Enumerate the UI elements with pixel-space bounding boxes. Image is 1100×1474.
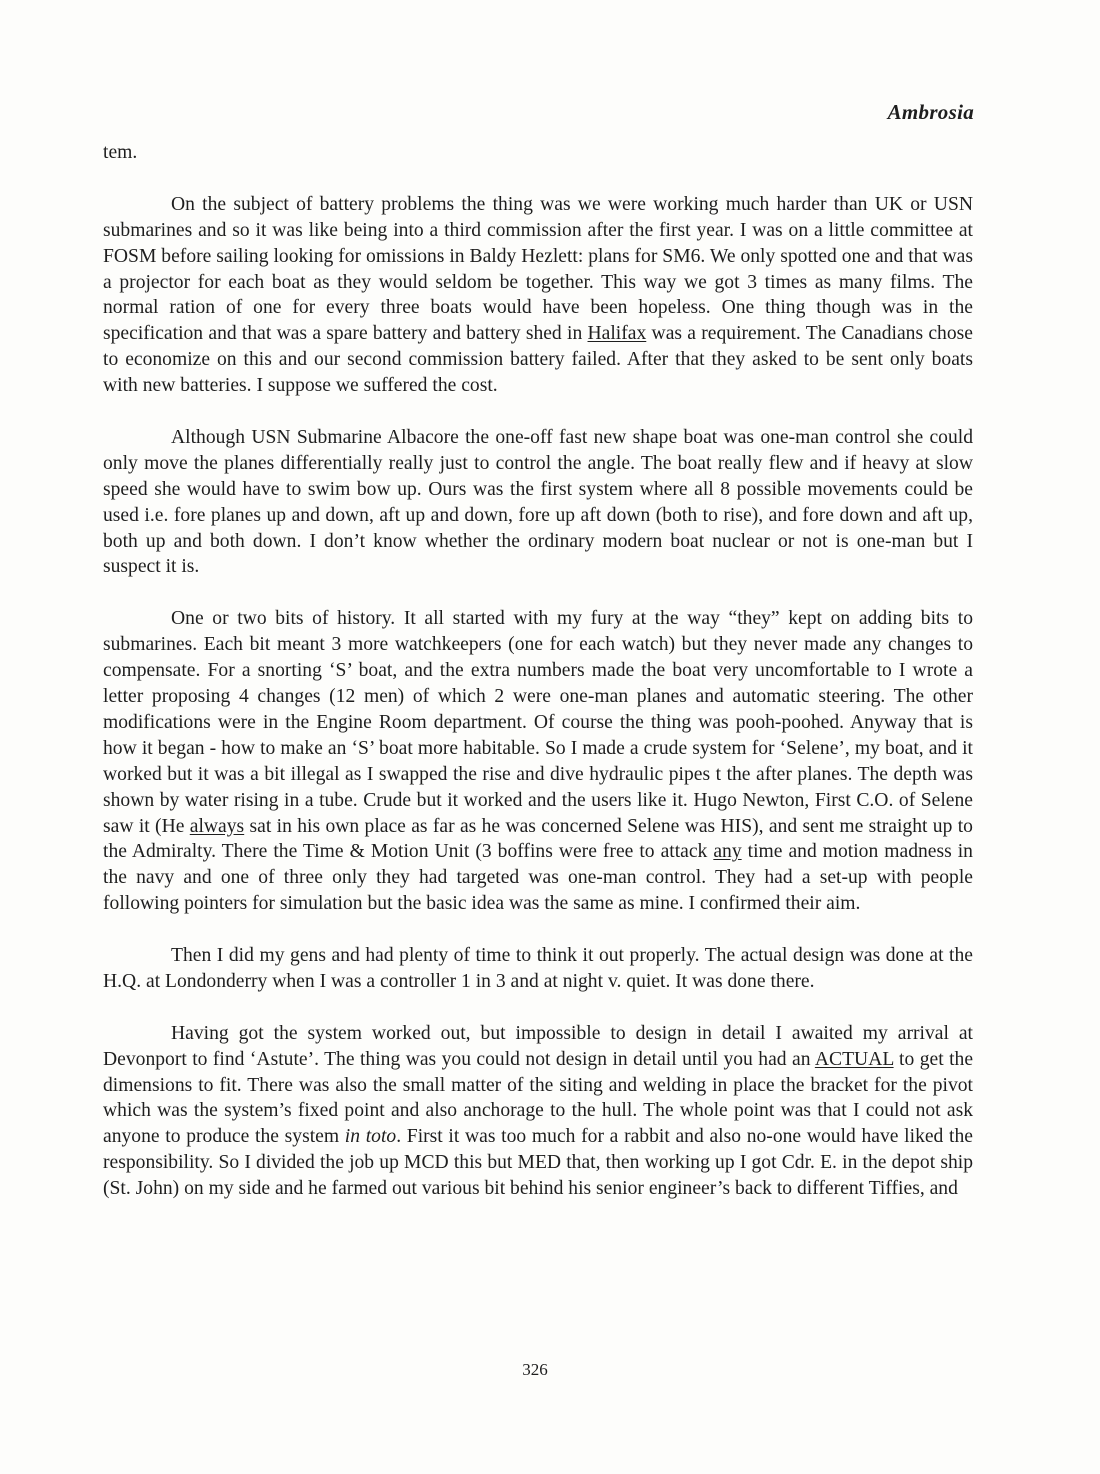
underlined-text: any bbox=[713, 841, 742, 863]
paragraph-albacore bbox=[103, 425, 973, 580]
text-run: Then I did my gens and had plenty of time to think it out properly. The actual design was done at the H.Q. at Londonderry when I was a controller 1 in 3 and at night v. quiet. It was done there. bbox=[103, 945, 973, 992]
body-text bbox=[103, 140, 973, 1202]
text-run: time and motion madness in the navy and one of three only they had targeted was one-man control. They had a set-up with people following pointers for simulation but the basic idea was the same as mine. I confirmed their aim. bbox=[103, 841, 973, 915]
page-number: 326 bbox=[522, 1360, 548, 1379]
text-run: to get the dimensions to fit. There was also the small matter of the siting and welding in place the bracket for the pivot which was the system’s fixed point and also anchorage to the hull. The whole point was that I could not ask anyone to produce the system bbox=[103, 1048, 974, 1148]
text-run: tem. bbox=[103, 142, 138, 163]
paragraph-astute bbox=[103, 1021, 973, 1202]
underlined-text: Halifax bbox=[587, 323, 647, 345]
text-run: was a requirement. The Canadians chose to economize on this and our second commission battery failed. After that they asked to be sent only boats with new batteries. I suppose we suffered the cost. bbox=[103, 323, 973, 397]
underlined-text: ACTUAL bbox=[814, 1048, 894, 1070]
paragraph-battery-problems bbox=[103, 192, 973, 399]
paragraph-gens bbox=[103, 943, 973, 995]
paragraph-history bbox=[103, 606, 973, 917]
text-run: . First it was too much for a rabbit and also no-one would have liked the responsibility. So I divided the job up MCD this but MED that, then working up I got Cdr. E. in the depot ship (St. John) on my side and he farmed out various bit behind his senior engineer’s back to different Tiffies, and bbox=[103, 1126, 973, 1200]
paragraph-continuation bbox=[103, 140, 973, 166]
text-run: One or two bits of history. It all started with my fury at the way “they” kept on adding bits to submarines. Each bit meant 3 more watchkeepers (one for each watch) but they never made any changes to compensate. For a snorting ‘S’ boat, and the extra numbers made the boat very uncomfortable to I wrote a letter proposing 4 changes (12 men) of which 2 were one-man planes and automatic steering. The other modifications were in the Engine Room department. Of course the thing was pooh-poohed. Anyway that is how it began - how to make an ‘S’ boat more habitable. So I made a crude system for ‘Selene’, my boat, and it worked but it was a bit illegal as I swapped the rise and dive hydraulic pipes t the after planes. The depth was shown by water rising in a tube. Crude but it worked and the users like it. Hugo Newton, First C.O. of Selene saw it (He bbox=[103, 608, 973, 837]
text-run: On the subject of battery problems the thing was we were working much harder than UK or USN submarines and so it was like being into a third commission after the first year. I was on a little committee at FOSM before sailing looking for omissions in Baldy Hezlett: plans for SM6. We only spotted one and that was a projector for each boat as they would seldom be together. This way we got 3 times as many films. The normal ration of one for every three boats would have been hopeless. One thing though was in the specification and that was a spare battery and battery shed in bbox=[103, 193, 973, 345]
underlined-text: always bbox=[189, 815, 245, 837]
italic-text: in toto bbox=[344, 1126, 397, 1148]
text-run: Although USN Submarine Albacore the one-off fast new shape boat was one-man control she could only move the planes differentially really just to control the angle. The boat really flew and if heavy at slow speed she would have to swim bow up. Ours was the first system where all 8 possible movements could be used i.e. fore planes up and down, aft up and down, fore up aft down (both to rise), and fore down and aft up, both up and both down. I don’t know whether the ordinary modern boat nuclear or not is one-man but I suspect it is. bbox=[103, 426, 973, 578]
text-run: sat in his own place as far as he was concerned Selene was HIS), and sent me straight up to the Admiralty. There the Time & Motion Unit (3 boffins were free to attack bbox=[103, 815, 973, 863]
running-header: Ambrosia bbox=[887, 100, 974, 124]
text-run: Having got the system worked out, but impossible to design in detail I awaited my arrival at Devonport to find ‘Astute’. The thing was you could not design in detail until you had an bbox=[103, 1022, 973, 1070]
